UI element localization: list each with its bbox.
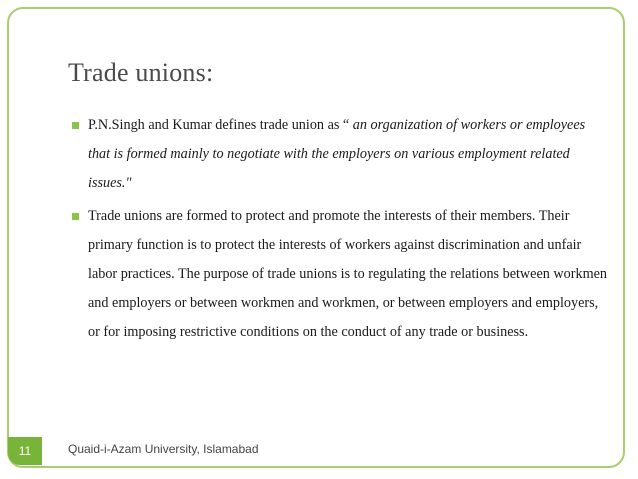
footer-text: Quaid-i-Azam University, Islamabad bbox=[68, 442, 259, 456]
bullet-list bbox=[68, 111, 608, 347]
bullet-item-definition bbox=[68, 111, 608, 198]
bullet-body-text: Trade unions are formed to protect and promote the interests of their members. Their primary function is to protect the interests of workers against discrimination and unfair labor practices. The purpose of trade unions is to regulating the relations between workmen and employers or between workmen and workmen, or between employers and employers, or for imposing restrictive conditions on the conduct of any trade or business. bbox=[88, 208, 608, 340]
slide-title: Trade unions: bbox=[68, 58, 214, 87]
square-bullet-icon bbox=[72, 122, 79, 129]
slide-number-badge: 11 bbox=[8, 437, 42, 465]
square-bullet-icon bbox=[72, 213, 79, 220]
bullet-quote-text: an organization of workers or employees that is formed mainly to negotiate with the employers on various employment related issues." bbox=[88, 117, 586, 191]
bullet-lead-text: P.N.Singh and Kumar defines trade union as “ bbox=[88, 117, 353, 133]
bullet-item-purpose bbox=[68, 202, 608, 347]
